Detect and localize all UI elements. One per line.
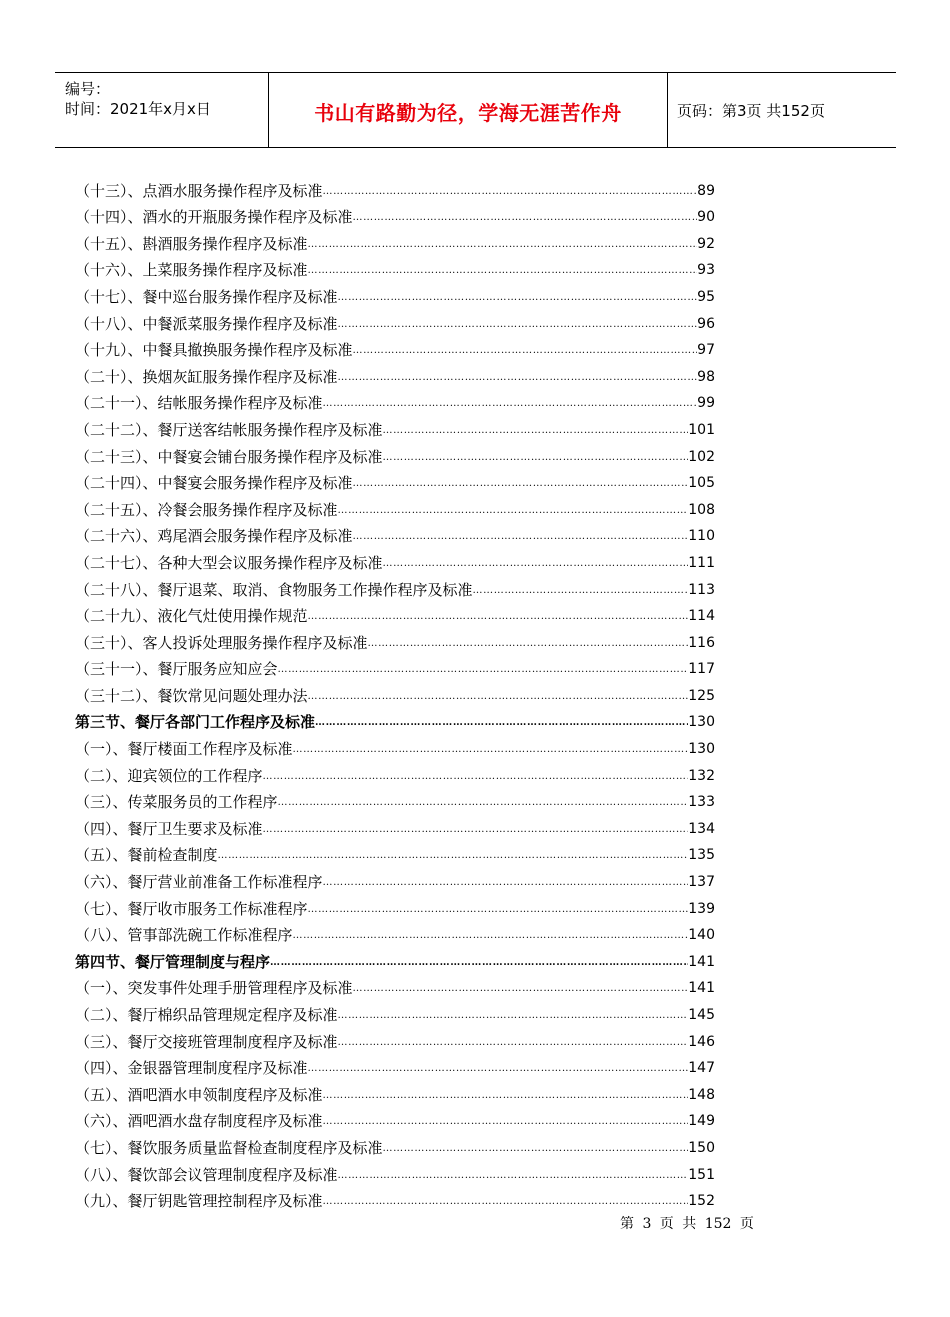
toc-dot-leader (338, 1167, 689, 1185)
toc-title: （三）、餐厅交接班管理制度程序及标准 (75, 1032, 338, 1051)
toc-title: （七）、餐饮服务质量监督检查制度程序及标准 (75, 1138, 383, 1157)
toc-dot-leader (315, 714, 688, 732)
toc-page-number: 99 (697, 395, 715, 412)
toc-title: （十六）、上菜服务操作程序及标准 (75, 261, 308, 280)
toc-page-number: 108 (688, 501, 715, 518)
toc-page-number: 145 (688, 1007, 715, 1023)
toc-title: （三十）、客人投诉处理服务操作程序及标准 (75, 633, 368, 652)
toc-row (75, 227, 715, 254)
toc-page-number: 137 (688, 874, 715, 891)
toc-dot-leader (353, 342, 698, 360)
toc-page-number: 114 (688, 608, 715, 625)
toc-dot-leader (338, 1007, 689, 1025)
toc-page-number: 146 (688, 1033, 715, 1050)
toc-row (75, 413, 715, 440)
toc-dot-leader (338, 289, 698, 307)
toc-title: （八）、管事部洗碗工作标准程序 (75, 926, 293, 945)
toc-page-number: 116 (688, 634, 715, 651)
toc-row (75, 334, 715, 361)
toc-page-number: 130 (688, 741, 715, 758)
toc-title: （二十五）、冷餐会服务操作程序及标准 (75, 500, 338, 519)
toc-row (75, 387, 715, 414)
toc-title: （十九）、中餐具撤换服务操作程序及标准 (75, 341, 353, 360)
toc-page-number: 130 (688, 714, 715, 731)
toc-page-number: 132 (688, 767, 715, 784)
toc-title: （五）、酒吧酒水申领制度程序及标准 (75, 1085, 323, 1104)
toc-title: （七）、餐厅收市服务工作标准程序 (75, 899, 308, 918)
toc-row (75, 1131, 715, 1158)
toc-title: （二十六）、鸡尾酒会服务操作程序及标准 (75, 527, 353, 546)
toc-title: （九）、餐厅钥匙管理控制程序及标准 (75, 1192, 323, 1211)
page-header (55, 72, 896, 148)
toc-row (75, 201, 715, 228)
toc-page-number: 92 (697, 235, 715, 252)
toc-section-row (75, 945, 715, 972)
toc-row (75, 679, 715, 706)
toc-dot-leader (473, 582, 689, 600)
toc-page-number: 117 (688, 661, 715, 678)
toc-page-number: 90 (697, 209, 715, 226)
toc-dot-leader (323, 395, 698, 413)
toc-title: （二十九）、液化气灶使用操作规范 (75, 607, 308, 626)
toc-page-number: 110 (688, 528, 715, 545)
toc-page-number: 152 (688, 1193, 715, 1210)
page-footer: 第 3 页 共 152 页 (620, 1216, 754, 1232)
toc-dot-leader (383, 555, 689, 573)
toc-dot-leader (323, 1113, 689, 1131)
toc-dot-leader (383, 1140, 689, 1158)
table-of-contents (75, 174, 715, 1211)
toc-row (75, 254, 715, 281)
toc-dot-leader (293, 741, 689, 759)
toc-row (75, 972, 715, 999)
toc-page-number: 125 (688, 687, 715, 704)
toc-title: （六）、酒吧酒水盘存制度程序及标准 (75, 1112, 323, 1131)
toc-page-number: 141 (688, 980, 715, 997)
toc-title: 第四节、餐厅管理制度与程序 (75, 952, 271, 971)
toc-page-number: 105 (688, 475, 715, 492)
toc-page-number: 101 (688, 421, 715, 438)
toc-dot-leader (323, 183, 698, 201)
toc-title: （十七）、餐中巡台服务操作程序及标准 (75, 287, 338, 306)
toc-page-number: 96 (697, 315, 715, 332)
toc-page-number: 133 (688, 794, 715, 811)
toc-dot-leader (218, 847, 689, 865)
toc-dot-leader (308, 901, 689, 919)
toc-page-number: 135 (688, 847, 715, 864)
toc-dot-leader (353, 980, 689, 998)
toc-title: （五）、餐前检查制度 (75, 846, 218, 865)
toc-title: （二十四）、中餐宴会服务操作程序及标准 (75, 474, 353, 493)
toc-dot-leader (323, 874, 689, 892)
toc-page-number: 141 (688, 953, 715, 970)
toc-page-number: 150 (688, 1139, 715, 1156)
toc-title: （八）、餐饮部会议管理制度程序及标准 (75, 1165, 338, 1184)
toc-title: （四）、餐厅卫生要求及标准 (75, 819, 263, 838)
toc-dot-leader (308, 236, 698, 254)
toc-dot-leader (323, 1193, 689, 1211)
toc-dot-leader (368, 635, 689, 653)
toc-page-number: 95 (697, 288, 715, 305)
toc-page-number: 140 (688, 927, 715, 944)
toc-row (75, 1078, 715, 1105)
toc-row (75, 307, 715, 334)
toc-row (75, 1025, 715, 1052)
header-page-label: 页码：第3页 共152页 (677, 102, 825, 120)
toc-title: （十四）、酒水的开瓶服务操作程序及标准 (75, 208, 353, 227)
toc-dot-leader (323, 1087, 689, 1105)
toc-page-number: 89 (697, 182, 715, 199)
toc-page-number: 113 (688, 581, 715, 598)
toc-title: （十三）、点酒水服务操作程序及标准 (75, 181, 323, 200)
toc-row (75, 493, 715, 520)
toc-row (75, 520, 715, 547)
toc-title: （二十）、换烟灰缸服务操作程序及标准 (75, 367, 338, 386)
toc-page-number: 111 (688, 554, 715, 571)
toc-dot-leader (308, 262, 698, 280)
toc-row (75, 1052, 715, 1079)
toc-title: 第三节、餐厅各部门工作程序及标准 (75, 713, 316, 732)
toc-row (75, 360, 715, 387)
toc-dot-leader (353, 475, 689, 493)
toc-row (75, 732, 715, 759)
toc-title: （二十七）、各种大型会议服务操作程序及标准 (75, 553, 383, 572)
toc-page-number: 147 (688, 1060, 715, 1077)
toc-dot-leader (308, 608, 689, 626)
toc-row (75, 839, 715, 866)
toc-title: （二）、迎宾领位的工作程序 (75, 766, 263, 785)
toc-row (75, 998, 715, 1025)
toc-title: （四）、金银器管理制度程序及标准 (75, 1059, 308, 1078)
toc-title: （三十二）、餐饮常见问题处理办法 (75, 686, 308, 705)
toc-row (75, 1185, 715, 1212)
toc-page-number: 151 (688, 1166, 715, 1183)
toc-dot-leader (308, 1060, 689, 1078)
toc-row (75, 440, 715, 467)
toc-row (75, 865, 715, 892)
toc-dot-leader (278, 794, 689, 812)
toc-page-number: 148 (688, 1086, 715, 1103)
toc-title: （十五）、斟酒服务操作程序及标准 (75, 234, 308, 253)
toc-row (75, 892, 715, 919)
toc-dot-leader (263, 821, 689, 839)
toc-row (75, 467, 715, 494)
toc-row (75, 573, 715, 600)
toc-row (75, 653, 715, 680)
toc-title: （二十八）、餐厅退菜、取消、食物服务工作操作程序及标准 (75, 580, 473, 599)
code-label: 编号： (65, 80, 111, 98)
toc-dot-leader (308, 688, 689, 706)
toc-title: （三）、传菜服务员的工作程序 (75, 793, 278, 812)
toc-dot-leader (338, 369, 698, 387)
toc-row (75, 280, 715, 307)
toc-title: （二十三）、中餐宴会铺台服务操作程序及标准 (75, 447, 383, 466)
toc-title: （二十一）、结帐服务操作程序及标准 (75, 394, 323, 413)
toc-row (75, 546, 715, 573)
toc-row (75, 174, 715, 201)
toc-dot-leader (353, 209, 698, 227)
toc-row (75, 786, 715, 813)
toc-dot-leader (278, 661, 689, 679)
toc-page-number: 139 (688, 900, 715, 917)
toc-dot-leader (338, 316, 698, 334)
toc-title: （一）、餐厅楼面工作程序及标准 (75, 740, 293, 759)
toc-row (75, 626, 715, 653)
toc-dot-leader (338, 1034, 689, 1052)
toc-title: （二十二）、餐厅送客结帐服务操作程序及标准 (75, 420, 383, 439)
toc-title: （十八）、中餐派菜服务操作程序及标准 (75, 314, 338, 333)
toc-page-number: 93 (697, 262, 715, 279)
toc-page-number: 149 (688, 1113, 715, 1130)
toc-page-number: 102 (688, 448, 715, 465)
toc-dot-leader (383, 449, 689, 467)
toc-row (75, 1158, 715, 1185)
header-divider (667, 73, 668, 147)
toc-dot-leader (263, 768, 689, 786)
toc-page-number: 97 (697, 342, 715, 359)
toc-title: （六）、餐厅营业前准备工作标准程序 (75, 873, 323, 892)
toc-dot-leader (293, 927, 689, 945)
toc-dot-leader (383, 422, 689, 440)
toc-page-number: 134 (688, 820, 715, 837)
toc-row (75, 1105, 715, 1132)
toc-title: （一）、突发事件处理手册管理程序及标准 (75, 979, 353, 998)
toc-dot-leader (353, 528, 689, 546)
toc-row (75, 812, 715, 839)
toc-title: （三十一）、餐厅服务应知应会 (75, 660, 278, 679)
toc-dot-leader (338, 502, 689, 520)
header-meta (65, 79, 211, 119)
toc-title: （二）、餐厅棉织品管理规定程序及标准 (75, 1006, 338, 1024)
header-motto: 书山有路勤为径，学海无涯苦作舟 (314, 101, 622, 125)
toc-row (75, 600, 715, 627)
time-label: 时间：2021年x月x日 (65, 100, 211, 118)
toc-section-row (75, 706, 715, 733)
toc-row (75, 759, 715, 786)
toc-row (75, 919, 715, 946)
toc-page-number: 98 (697, 368, 715, 385)
toc-dot-leader (270, 954, 688, 972)
